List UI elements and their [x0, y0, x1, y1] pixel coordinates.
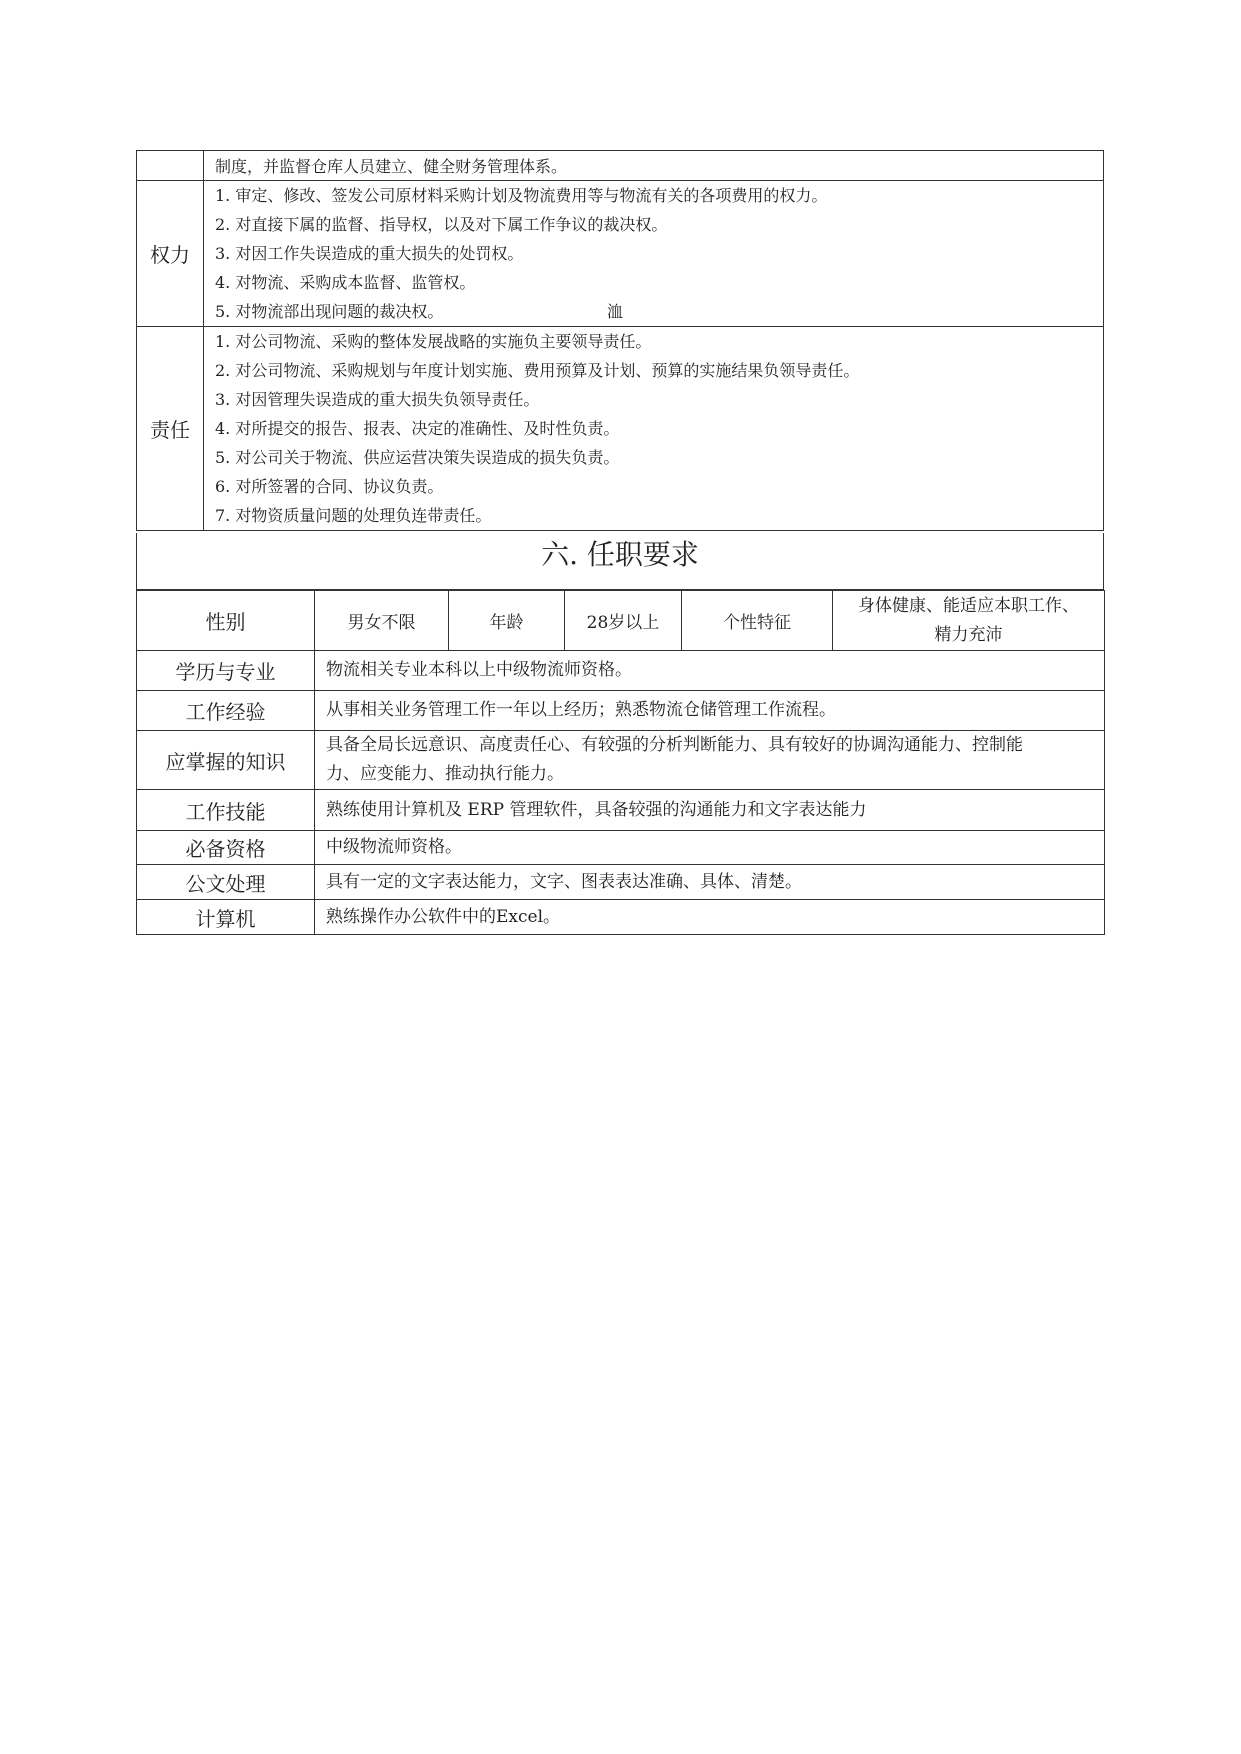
responsibility-item: 5. 对公司关于物流、供应运营决策失误造成的损失负责。: [215, 448, 620, 467]
personality-label: 个性特征: [682, 591, 833, 651]
responsibility-item: 7. 对物资质量问题的处理负连带责任。: [215, 506, 492, 525]
requirement-row: [137, 900, 1105, 935]
requirement-value: 物流相关专业本科以上中级物流师资格。: [315, 651, 1105, 691]
requirements-table: [136, 590, 1105, 935]
personality-value: [833, 591, 1105, 651]
age-value: 28岁以上: [565, 591, 682, 651]
requirement-label: 工作经验: [137, 691, 315, 731]
requirement-row: [137, 831, 1105, 865]
personality-line: 身体健康、能适应本职工作、: [858, 595, 1079, 616]
responsibilities-row: [137, 327, 1104, 531]
requirement-row: [137, 731, 1105, 790]
requirement-label: 学历与专业: [137, 651, 315, 691]
section-heading: 六. 任职要求: [136, 533, 1104, 590]
responsibility-item: 1. 对公司物流、采购的整体发展战略的实施负主要领导责任。: [215, 332, 652, 351]
requirement-row: [137, 691, 1105, 731]
requirement-value-line: 具备全局长远意识、高度责任心、有较强的分析判断能力、具有较好的协调沟通能力、控制能: [326, 735, 1023, 755]
powers-label: 权力: [137, 181, 204, 327]
age-label: 年龄: [449, 591, 565, 651]
powers-list: [204, 181, 1104, 327]
requirement-value: 熟练操作办公软件中的Excel。: [315, 900, 1105, 935]
responsibility-item: 2. 对公司物流、采购规划与年度计划实施、费用预算及计划、预算的实施结果负领导责任。: [215, 361, 860, 380]
continuation-text: 制度，并监督仓库人员建立、健全财务管理体系。: [204, 151, 1104, 181]
requirement-value-line: 力、应变能力、推动执行能力。: [326, 764, 564, 784]
requirement-value: 熟练使用计算机及 ERP 管理软件，具备较强的沟通能力和文字表达能力: [315, 790, 1105, 831]
requirement-value: 中级物流师资格。: [315, 831, 1105, 865]
requirement-value: 从事相关业务管理工作一年以上经历；熟悉物流仓储管理工作流程。: [315, 691, 1105, 731]
requirement-label: 计算机: [137, 900, 315, 935]
duties-table: [136, 150, 1104, 531]
responsibilities-label: 责任: [137, 327, 204, 531]
power-item-text: 5. 对物流部出现问题的裁决权。: [215, 302, 444, 321]
requirement-label: 必备资格: [137, 831, 315, 865]
requirement-label: 应掌握的知识: [137, 731, 315, 790]
gender-label: 性别: [137, 591, 315, 651]
responsibility-item: 6. 对所签署的合同、协议负责。: [215, 477, 444, 496]
requirement-row: [137, 865, 1105, 900]
gender-value: 男女不限: [315, 591, 449, 651]
continuation-label-cell: [137, 151, 204, 181]
requirement-value: [315, 731, 1105, 790]
responsibilities-list: [204, 327, 1104, 531]
continuation-row: [137, 151, 1104, 181]
power-item: 4. 对物流、采购成本监督、监管权。: [215, 273, 476, 292]
power-item: 1. 审定、修改、签发公司原材料采购计划及物流费用等与物流有关的各项费用的权力。: [215, 186, 828, 205]
stray-character: 洫: [607, 302, 624, 321]
power-item-last: [215, 297, 1103, 326]
power-item: 2. 对直接下属的监督、指导权，以及对下属工作争议的裁决权。: [215, 215, 668, 234]
gender-age-row: [137, 591, 1105, 651]
powers-row: [137, 181, 1104, 327]
power-item: 3. 对因工作失误造成的重大损失的处罚权。: [215, 244, 524, 263]
responsibility-item: 4. 对所提交的报告、报表、决定的准确性、及时性负责。: [215, 419, 620, 438]
requirement-label: 工作技能: [137, 790, 315, 831]
requirement-row: [137, 790, 1105, 831]
requirement-value: 具有一定的文字表达能力，文字、图表表达准确、具体、清楚。: [315, 865, 1105, 900]
requirement-row: [137, 651, 1105, 691]
responsibility-item: 3. 对因管理失误造成的重大损失负领导责任。: [215, 390, 540, 409]
personality-line: 精力充沛: [934, 624, 1003, 645]
requirement-label: 公文处理: [137, 865, 315, 900]
